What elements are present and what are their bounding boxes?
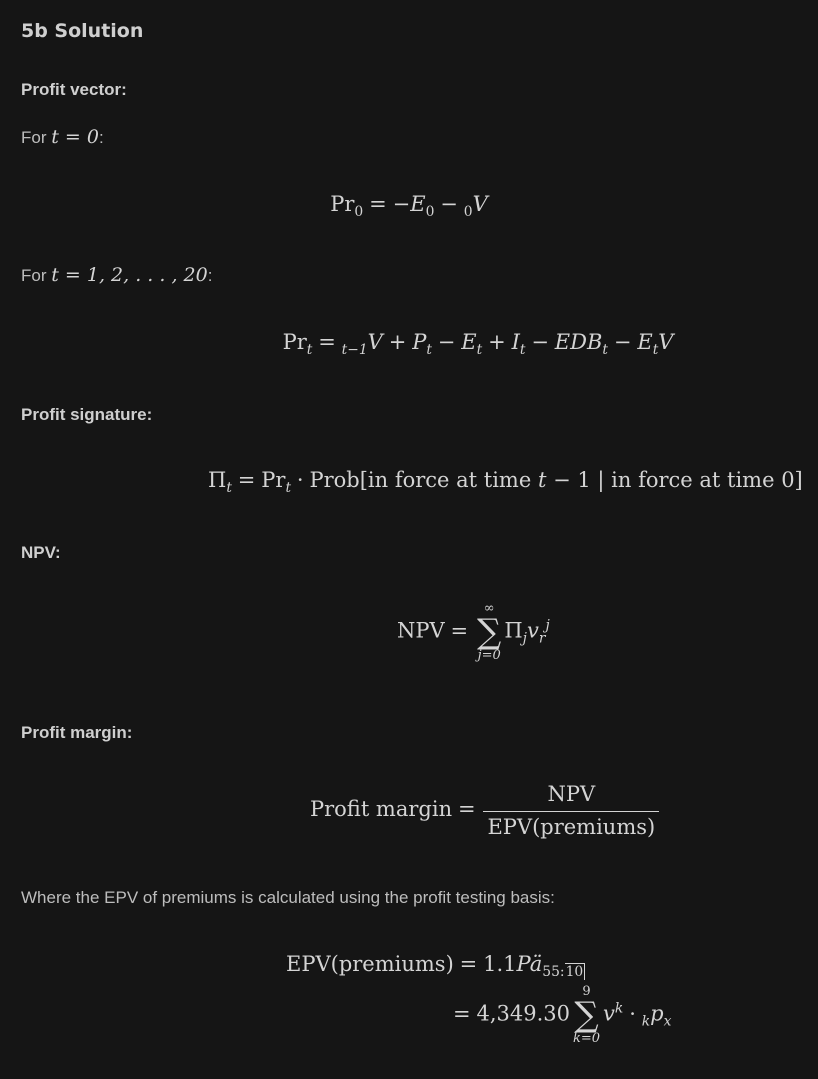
- pr-symbol: Pr: [261, 468, 286, 492]
- equation-epv-line1: EPV(premiums) = $1.1Pä_{55:10}$: [286, 952, 584, 981]
- for-label: For: [21, 128, 47, 147]
- sum-lower-limit: k=0: [573, 1031, 601, 1046]
- coefficient: 1.1: [483, 952, 517, 976]
- case-t1-line: [21, 264, 212, 286]
- npv-symbol: NPV: [397, 618, 445, 643]
- sum-upper-limit: 9: [582, 984, 591, 999]
- heading-npv: NPV:: [21, 543, 61, 562]
- for-label: For: [21, 266, 47, 285]
- sum-operator: ∞ ∑ j=0: [477, 601, 502, 663]
- pi-symbol: Π: [208, 468, 227, 492]
- equation-pr0: $Pr_0 = -E_0 - _0V$: [330, 192, 488, 221]
- pr-symbol: Pr: [330, 192, 355, 216]
- heading-profit-vector: Profit vector:: [21, 80, 127, 99]
- colon: :: [98, 128, 104, 147]
- equation-epv-line2: = 4,349.30 9 ∑ k=0 $v^k \cdot _kp_x$: [453, 984, 672, 1046]
- pi-symbol: Π: [504, 618, 523, 643]
- annuity-term: 10: [565, 964, 584, 981]
- case-t1-equation: t = 1, 2, . . . , 20: [51, 264, 208, 286]
- equation-prt: $Pr_t = _{t-1}V + P_t - E_t + I_t - EDB_t - E_tV$: [282, 330, 674, 359]
- equation-profit-signature: $\Pi_t = Pr_t$ · Prob[in force at time t − 1 | in force at time 0]: [208, 468, 803, 497]
- case-t0-line: [21, 126, 104, 148]
- equation-npv: NPV = ∞ ∑ j=0 $\Pi_jv_r^j$: [397, 601, 550, 663]
- profit-margin-fraction: [485, 782, 657, 839]
- page-title: 5b Solution: [21, 20, 144, 42]
- fraction-denominator: EPV(premiums): [487, 815, 656, 839]
- heading-profit-margin: Profit margin:: [21, 723, 133, 742]
- heading-profit-signature: Profit signature:: [21, 405, 153, 424]
- sum-upper-limit: ∞: [483, 601, 495, 616]
- epv-amount: 4,349.30: [476, 1001, 570, 1026]
- prob-tail: − 1 | in force at time 0]: [553, 468, 803, 492]
- sum-operator: 9 ∑ k=0: [573, 984, 601, 1046]
- annuity-subscript: 55:: [542, 964, 565, 981]
- epv-premiums-label: EPV(premiums): [286, 952, 454, 976]
- profit-margin-label: Profit margin: [310, 797, 453, 821]
- equation-profit-margin: Profit margin = $\frac{\text{NPV}}{\text{EPV(premiums)}}$: [310, 782, 657, 839]
- case-t0-equation: t = 0: [51, 126, 99, 148]
- pr-symbol: Pr: [282, 330, 307, 354]
- where-epv-text: Where the EPV of premiums is calculated using the profit testing basis:: [21, 888, 555, 907]
- fraction-numerator: NPV: [483, 782, 659, 812]
- prob-text: Prob[in force at time: [309, 468, 532, 492]
- sum-lower-limit: j=0: [477, 648, 501, 663]
- colon: :: [207, 266, 213, 285]
